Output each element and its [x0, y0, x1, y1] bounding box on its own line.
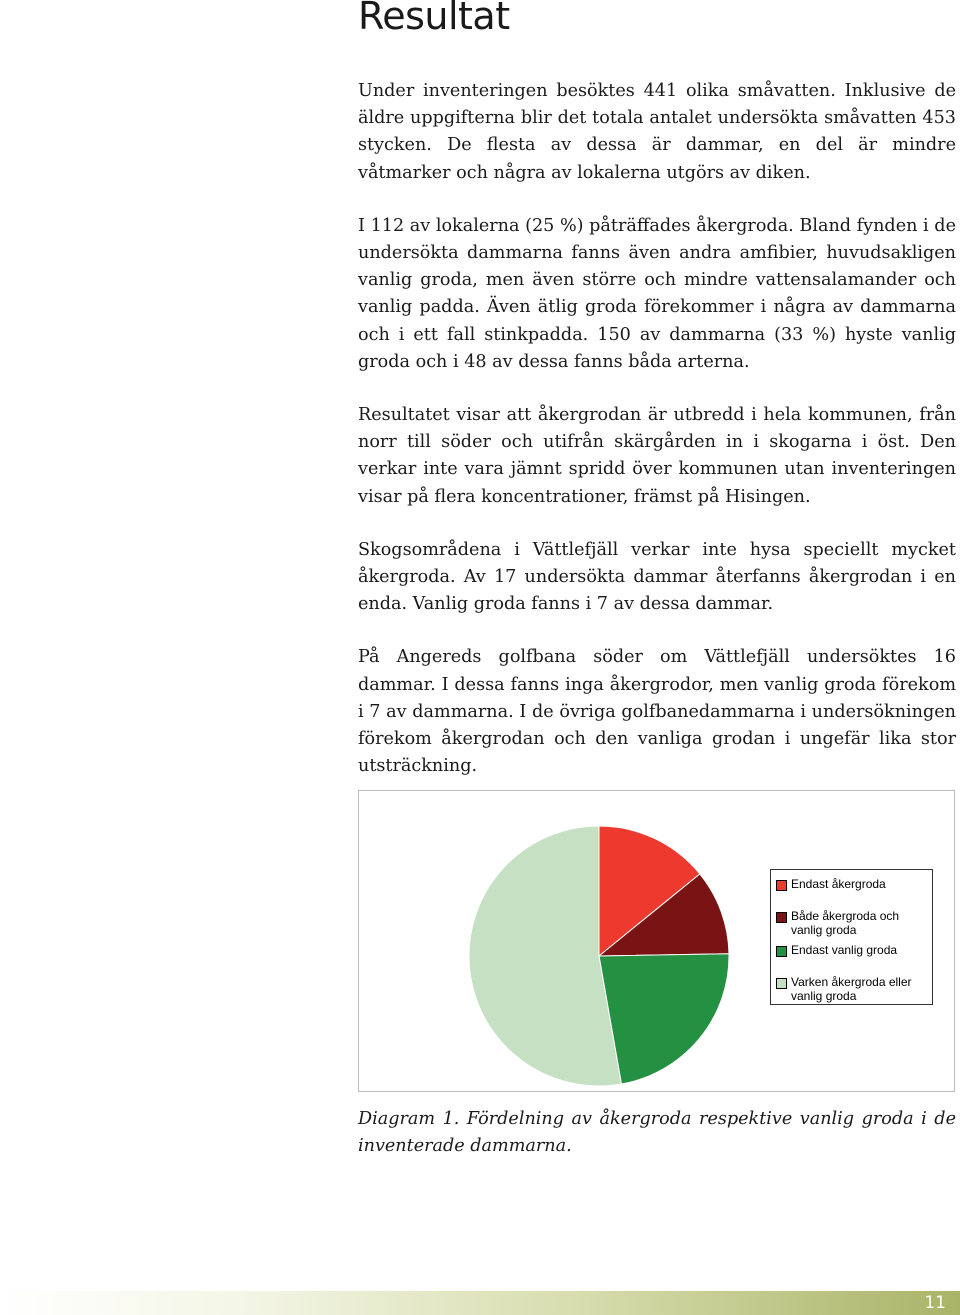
- footer-bar: [0, 1291, 960, 1315]
- paragraph: På Angereds golfbana söder om Vättlefjäll undersöktes 16 dammar. I dessa fanns inga åkergrodor, men vanlig groda förekom i 7 av dammarna. I de övriga golfbanedammarna i undersökningen förekom åkergrodan och den vanliga grodan i ungefär lika stor utsträckning.: [358, 647, 956, 777]
- legend-label: Endast vanlig groda: [791, 943, 898, 957]
- page-title: Resultat: [358, 0, 510, 38]
- figure-caption: Diagram 1. Fördelning av åkergroda respektive vanlig groda i de inventerade dammarna.: [358, 1109, 956, 1157]
- legend-entry-varken: [776, 975, 931, 1003]
- pie-chart: [358, 790, 955, 1092]
- legend-entry-endast-akergroda: [776, 877, 931, 891]
- legend-label: Endast åkergroda: [791, 877, 886, 891]
- legend-label: Både åkergroda och vanlig groda: [791, 909, 900, 937]
- paragraph: Resultatet visar att åkergrodan är utbredd i hela kommunen, från norr till söder och utifrån skärgården in i skogarna i öst. Den verkar inte vara jämnt spridd över kommunen utan inventeringen visar på flera koncentrationer, främst på Hisingen.: [358, 405, 956, 507]
- legend-swatch: [776, 946, 787, 957]
- legend-label: Varken åkergroda eller vanlig groda: [791, 975, 912, 1003]
- chart-legend: [770, 869, 933, 1005]
- legend-swatch: [776, 912, 787, 923]
- paragraph: Under inventeringen besöktes 441 olika småvatten. Inklusive de äldre uppgifterna blir det totala antalet undersökta småvatten 453 stycken. De flesta av dessa är dammar, en del är mindre våtmarker och några av lokalerna utgörs av diken.: [358, 81, 956, 183]
- legend-entry-bade: [776, 909, 931, 937]
- page-number: 11: [924, 1293, 946, 1313]
- pie-slice: [469, 826, 621, 1086]
- legend-swatch: [776, 978, 787, 989]
- legend-entry-endast-vanlig-groda: [776, 943, 931, 957]
- body-text: [358, 78, 956, 806]
- paragraph: I 112 av lokalerna (25 %) påträffades åkergroda. Bland fynden i de undersökta dammarna fanns även andra amfibier, huvudsakligen vanlig groda, men även större och mindre vattensalamander och vanlig padda. Även ätlig groda förekommer i några av dammarna och i ett fall stinkpadda. 150 av dammarna (33 %) hyste vanlig groda och i 48 av dessa fanns båda arterna.: [358, 215, 956, 372]
- paragraph: Skogsområdena i Vättlefjäll verkar inte hysa speciellt mycket åkergroda. Av 17 undersökta dammar återfanns åkergrodan i en enda. Vanlig groda fanns i 7 av dessa dammar.: [358, 539, 956, 615]
- legend-swatch: [776, 880, 787, 891]
